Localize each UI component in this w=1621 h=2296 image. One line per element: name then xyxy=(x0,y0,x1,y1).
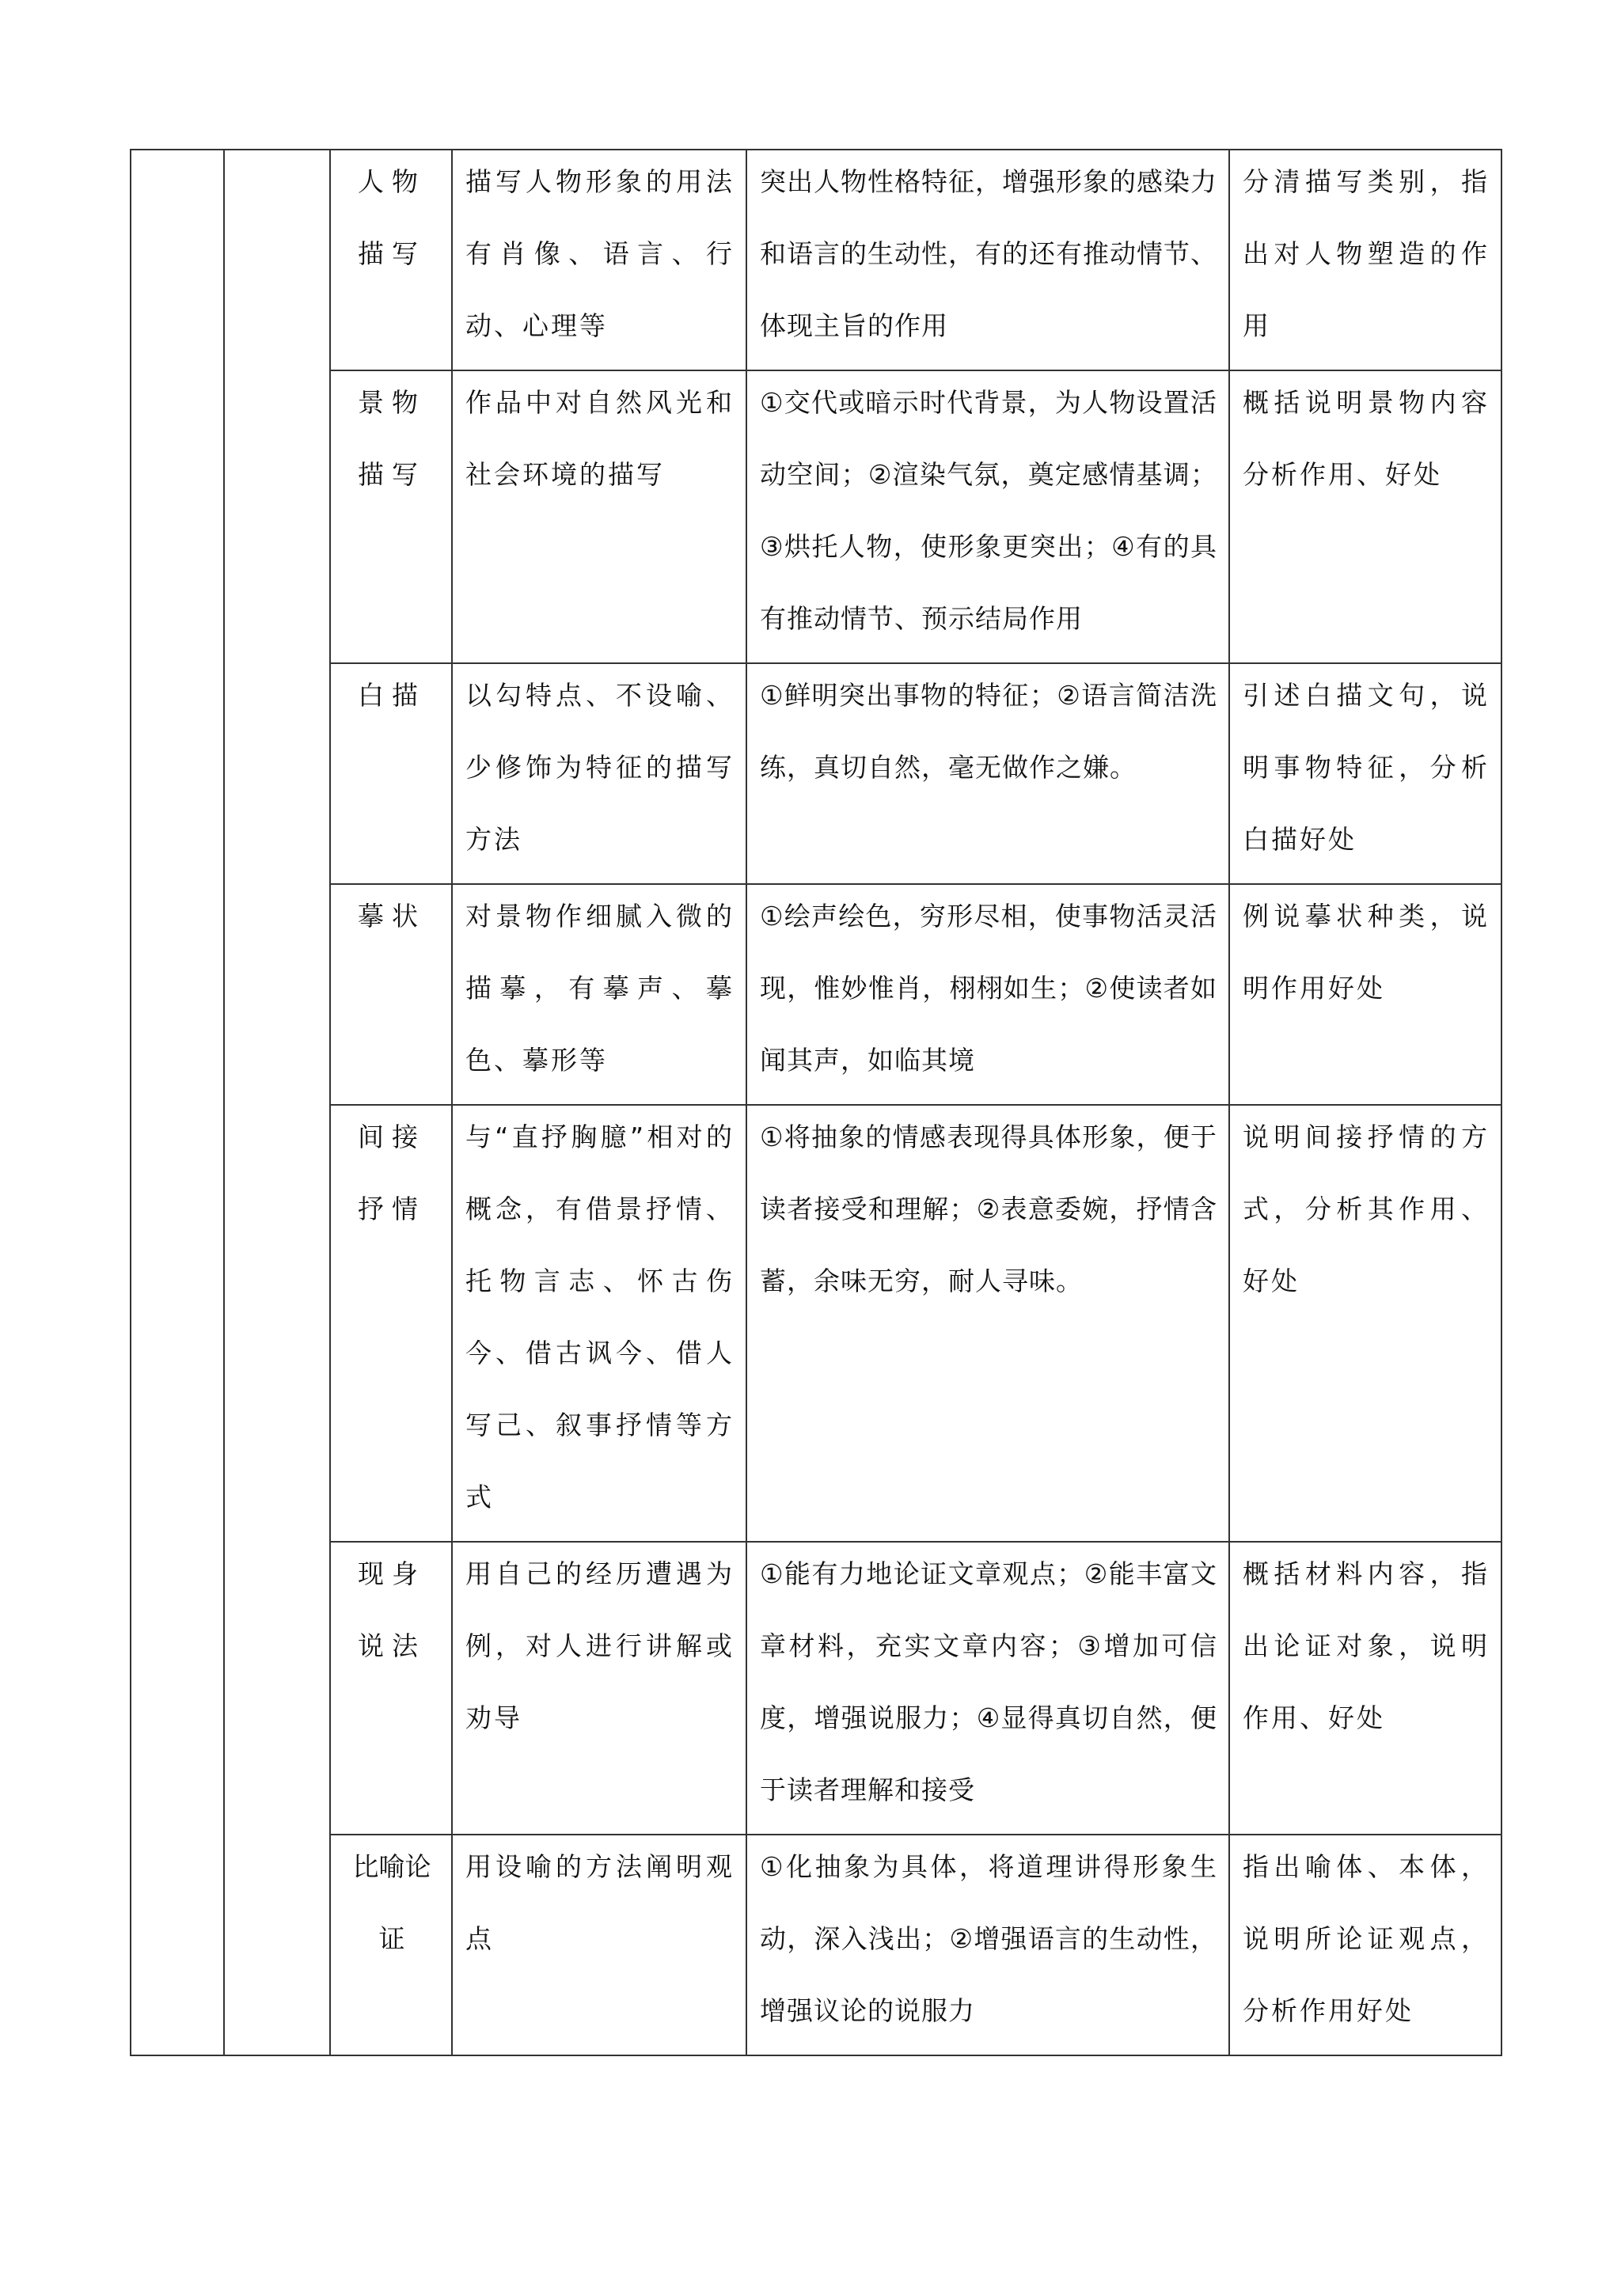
technique-effect: 突出人物性格特征，增强形象的感染力和语言的生动性，有的还有推动情节、体现主旨的作用 xyxy=(746,150,1229,370)
technique-effect: ①交代或暗示时代背景，为人物设置活动空间；②渲染气氛，奠定感情基调；③烘托人物，使形象更突出；④有的具有推动情节、预示结局作用 xyxy=(746,370,1229,663)
technique-effect: ①将抽象的情感表现得具体形象，便于读者接受和理解；②表意委婉，抒情含蓄，余味无穷，耐人寻味。 xyxy=(746,1105,1229,1542)
technique-definition: 作品中对自然风光和社会环境的描写 xyxy=(452,370,746,663)
technique-effect: ①能有力地论证文章观点；②能丰富文章材料，充实文章内容；③增加可信度，增强说服力；④显得真切自然，便于读者理解和接受 xyxy=(746,1542,1229,1835)
table-row xyxy=(131,1105,1501,1542)
technique-name: 比喻论证 xyxy=(330,1835,452,2055)
technique-effect: ①化抽象为具体，将道理讲得形象生动，深入浅出；②增强语言的生动性，增强议论的说服力 xyxy=(746,1835,1229,2055)
technique-definition: 描写人物形象的用法有肖像、语言、行动、心理等 xyxy=(452,150,746,370)
technique-name: 人物描写 xyxy=(330,150,452,370)
technique-definition: 以勾特点、不设喻、少修饰为特征的描写方法 xyxy=(452,663,746,884)
technique-name: 摹状 xyxy=(330,884,452,1105)
technique-definition: 用设喻的方法阐明观点 xyxy=(452,1835,746,2055)
technique-effect: ①鲜明突出事物的特征；②语言简洁洗练，真切自然，毫无做作之嫌。 xyxy=(746,663,1229,884)
table-row xyxy=(131,150,1501,370)
merged-category-cell xyxy=(131,150,224,2055)
technique-name: 景物描写 xyxy=(330,370,452,663)
answer-method: 概括材料内容，指出论证对象，说明作用、好处 xyxy=(1229,1542,1501,1835)
answer-method: 分清描写类别，指出对人物塑造的作用 xyxy=(1229,150,1501,370)
table-row xyxy=(131,1835,1501,2055)
technique-name: 间接抒情 xyxy=(330,1105,452,1542)
technique-effect: ①绘声绘色，穷形尽相，使事物活灵活现，惟妙惟肖，栩栩如生；②使读者如闻其声，如临其境 xyxy=(746,884,1229,1105)
technique-table xyxy=(130,149,1502,2056)
merged-subcategory-cell xyxy=(224,150,330,2055)
table-row xyxy=(131,663,1501,884)
answer-method: 指出喻体、本体，说明所论证观点，分析作用好处 xyxy=(1229,1835,1501,2055)
technique-name: 现身说法 xyxy=(330,1542,452,1835)
technique-definition: 用自己的经历遭遇为例，对人进行讲解或劝导 xyxy=(452,1542,746,1835)
table-row xyxy=(131,884,1501,1105)
table-row xyxy=(131,370,1501,663)
answer-method: 说明间接抒情的方式，分析其作用、好处 xyxy=(1229,1105,1501,1542)
answer-method: 例说摹状种类，说明作用好处 xyxy=(1229,884,1501,1105)
answer-method: 概括说明景物内容分析作用、好处 xyxy=(1229,370,1501,663)
table-row xyxy=(131,1542,1501,1835)
answer-method: 引述白描文句，说明事物特征，分析白描好处 xyxy=(1229,663,1501,884)
technique-definition: 对景物作细腻入微的描摹，有摹声、摹色、摹形等 xyxy=(452,884,746,1105)
technique-name: 白描 xyxy=(330,663,452,884)
technique-definition: 与“直抒胸臆”相对的概念，有借景抒情、托物言志、怀古伤今、借古讽今、借人写己、叙事抒情等方式 xyxy=(452,1105,746,1542)
